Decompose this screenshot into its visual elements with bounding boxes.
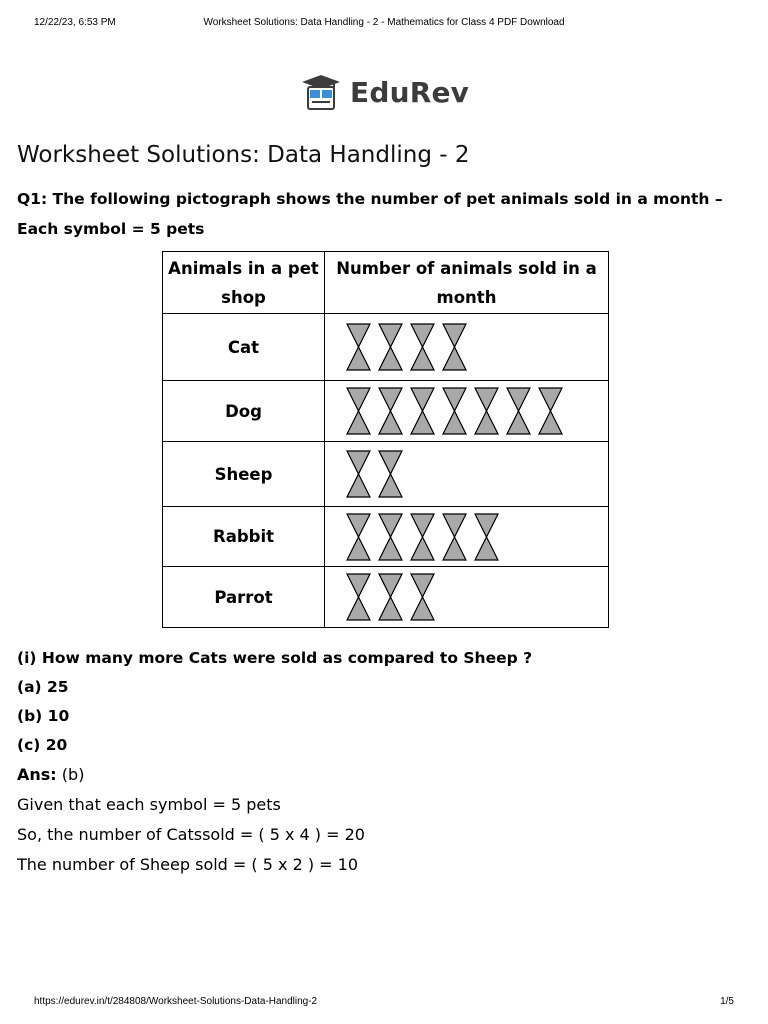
pictograph-row-parrot bbox=[163, 566, 608, 627]
animal-label-cat: Cat bbox=[163, 314, 325, 380]
hourglass-icon bbox=[346, 387, 371, 435]
col2-header-line1: Number of animals sold in a bbox=[336, 258, 597, 278]
q1-text: Q1: The following pictograph shows the number of pet animals sold in a month – bbox=[17, 190, 723, 208]
pictograph-row-dog bbox=[163, 380, 608, 441]
print-datetime: 12/22/23, 6:53 PM bbox=[34, 17, 116, 28]
hourglass-icon bbox=[410, 573, 435, 621]
footer-url[interactable]: https://edurev.in/t/284808/Worksheet-Solutions-Data-Handling-2 bbox=[34, 996, 318, 1007]
hourglass-icon bbox=[538, 387, 563, 435]
explanation-2: So, the number of Catssold = ( 5 x 4 ) = 20 bbox=[17, 825, 365, 844]
symbols-cell-rabbit bbox=[325, 507, 608, 566]
hourglass-icon bbox=[442, 323, 467, 371]
symbol-group-parrot bbox=[325, 573, 442, 621]
hourglass-icon bbox=[410, 513, 435, 561]
hourglass-icon bbox=[474, 513, 499, 561]
hourglass-icon bbox=[474, 387, 499, 435]
question-i: (i) How many more Cats were sold as compared to Sheep ? bbox=[17, 649, 533, 667]
answer-value: (b) bbox=[56, 765, 85, 784]
symbol-group-cat bbox=[325, 323, 474, 371]
hourglass-icon bbox=[378, 323, 403, 371]
answer-label: Ans: bbox=[17, 765, 57, 784]
symbol-key: Each symbol = 5 pets bbox=[17, 220, 205, 238]
hourglass-icon bbox=[506, 387, 531, 435]
edurev-logo[interactable] bbox=[300, 72, 469, 112]
animal-label-parrot: Parrot bbox=[163, 567, 325, 627]
hourglass-icon bbox=[442, 513, 467, 561]
symbol-group-rabbit bbox=[325, 513, 506, 561]
pictograph-row-sheep bbox=[163, 441, 608, 506]
hourglass-icon bbox=[442, 387, 467, 435]
pictograph-row-rabbit bbox=[163, 506, 608, 566]
page-title: Worksheet Solutions: Data Handling - 2 bbox=[17, 142, 470, 168]
hourglass-icon bbox=[346, 450, 371, 498]
hourglass-icon bbox=[410, 387, 435, 435]
hourglass-icon bbox=[378, 387, 403, 435]
option-a: (a) 25 bbox=[17, 678, 69, 696]
pictograph-header-row bbox=[163, 252, 608, 313]
explanation-1: Given that each symbol = 5 pets bbox=[17, 795, 281, 814]
hourglass-icon bbox=[346, 323, 371, 371]
pictograph-table bbox=[162, 251, 609, 628]
hourglass-icon bbox=[378, 513, 403, 561]
animal-label-dog: Dog bbox=[163, 381, 325, 441]
pictograph-row-cat bbox=[163, 313, 608, 380]
symbols-cell-dog bbox=[325, 381, 608, 441]
col2-header bbox=[325, 252, 608, 313]
symbols-cell-parrot bbox=[325, 567, 608, 627]
hourglass-icon bbox=[410, 323, 435, 371]
symbol-group-sheep bbox=[325, 450, 410, 498]
option-c: (c) 20 bbox=[17, 736, 68, 754]
symbols-cell-cat bbox=[325, 314, 608, 380]
symbols-cell-sheep bbox=[325, 442, 608, 506]
symbol-group-dog bbox=[325, 387, 570, 435]
col1-header bbox=[163, 252, 325, 313]
explanation-3: The number of Sheep sold = ( 5 x 2 ) = 10 bbox=[17, 855, 359, 874]
hourglass-icon bbox=[346, 513, 371, 561]
col1-header-line2: shop bbox=[221, 287, 266, 307]
hourglass-icon bbox=[378, 573, 403, 621]
option-b: (b) 10 bbox=[17, 707, 70, 725]
logo-text: EduRev bbox=[350, 75, 470, 109]
graduation-cap-book-icon bbox=[300, 73, 342, 111]
hourglass-icon bbox=[378, 450, 403, 498]
col1-header-line1: Animals in a pet bbox=[168, 258, 319, 278]
print-page-title: Worksheet Solutions: Data Handling - 2 - Mathematics for Class 4 PDF Download bbox=[203, 17, 565, 28]
col2-header-line2: month bbox=[436, 287, 497, 307]
answer-line bbox=[17, 765, 84, 784]
animal-label-sheep: Sheep bbox=[163, 442, 325, 506]
page-number: 1/5 bbox=[720, 996, 734, 1007]
animal-label-rabbit: Rabbit bbox=[163, 507, 325, 566]
hourglass-icon bbox=[346, 573, 371, 621]
